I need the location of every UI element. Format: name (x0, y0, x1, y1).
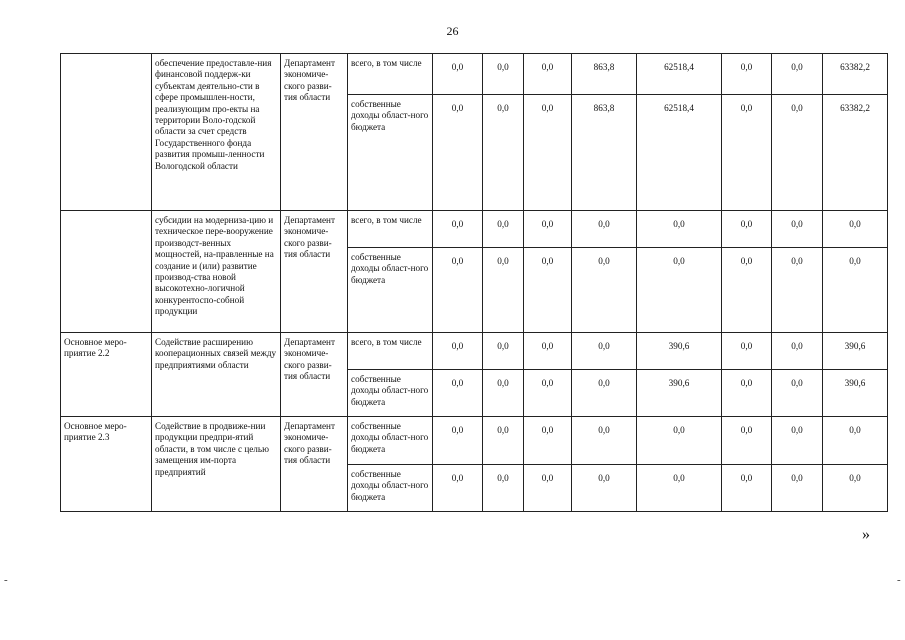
budget-table (60, 53, 888, 512)
right-margin-mark: - (897, 574, 901, 586)
value-cell: 0,0 (483, 465, 524, 512)
value-cell: 0,0 (572, 465, 637, 512)
value-cell: 863,8 (572, 54, 637, 95)
value-cell: 0,0 (722, 465, 772, 512)
value-cell: 0,0 (433, 370, 483, 417)
value-cell: 0,0 (433, 54, 483, 95)
value-cell: 0,0 (524, 465, 572, 512)
value-cell: 390,6 (637, 370, 722, 417)
total-value-cell: 0,0 (823, 417, 888, 465)
value-cell: 0,0 (433, 248, 483, 333)
value-cell: 0,0 (572, 370, 637, 417)
funding-source-cell: собственные доходы област-ного бюджета (348, 465, 433, 512)
value-cell: 0,0 (433, 333, 483, 370)
value-cell: 0,0 (524, 95, 572, 211)
table-row (61, 54, 888, 95)
value-cell: 0,0 (524, 211, 572, 248)
value-cell: 0,0 (483, 370, 524, 417)
value-cell: 0,0 (722, 333, 772, 370)
measure-description-cell: Содействие расширению кооперационных связей между предприятиями области (152, 333, 281, 417)
value-cell: 863,8 (572, 95, 637, 211)
value-cell: 0,0 (524, 370, 572, 417)
value-cell: 0,0 (524, 417, 572, 465)
department-cell: Департамент экономиче-ского разви-тия области (281, 54, 348, 211)
funding-source-cell: собственные доходы област-ного бюджета (348, 95, 433, 211)
page-number: 26 (446, 24, 459, 38)
value-cell: 0,0 (433, 211, 483, 248)
value-cell: 0,0 (772, 211, 823, 248)
funding-source-cell: собственные доходы област-ного бюджета (348, 417, 433, 465)
value-cell: 0,0 (637, 248, 722, 333)
funding-source-cell: всего, в том числе (348, 211, 433, 248)
value-cell: 0,0 (637, 465, 722, 512)
measure-code-cell: Основное меро-приятие 2.2 (61, 333, 152, 417)
total-value-cell: 390,6 (823, 370, 888, 417)
value-cell: 0,0 (722, 248, 772, 333)
value-cell: 0,0 (637, 211, 722, 248)
measure-code-cell (61, 211, 152, 333)
total-value-cell: 0,0 (823, 248, 888, 333)
value-cell: 0,0 (483, 333, 524, 370)
measure-description-cell: обеспечение предоставле-ния финансовой поддерж-ки субъектам деятельно-сти в сфере промышлен-ности, реализующим про-екты на территории Воло-годской области за счет средств Государственного фонда развития промыш-ленности Вологодской области (152, 54, 281, 211)
value-cell: 0,0 (722, 95, 772, 211)
measure-description-cell: субсидии на модерниза-цию и техническое пере-вооружение производст-венных мощностей, на-правленные на создание и (или) развитие производ-ства новой высокотехно-логичной конкурентоспо-собной продукции (152, 211, 281, 333)
value-cell: 0,0 (722, 54, 772, 95)
value-cell: 0,0 (772, 465, 823, 512)
measure-code-cell: Основное меро-приятие 2.3 (61, 417, 152, 512)
closing-quote-mark: » (862, 526, 870, 543)
value-cell: 0,0 (572, 211, 637, 248)
value-cell: 0,0 (433, 417, 483, 465)
left-margin-mark: - (4, 574, 8, 586)
table-row (61, 333, 888, 370)
value-cell: 0,0 (722, 417, 772, 465)
funding-source-cell: всего, в том числе (348, 333, 433, 370)
measure-code-cell (61, 54, 152, 211)
value-cell: 0,0 (772, 54, 823, 95)
value-cell: 0,0 (772, 370, 823, 417)
value-cell: 0,0 (772, 248, 823, 333)
value-cell: 0,0 (433, 465, 483, 512)
value-cell: 0,0 (572, 417, 637, 465)
total-value-cell: 63382,2 (823, 95, 888, 211)
funding-source-cell: собственные доходы област-ного бюджета (348, 370, 433, 417)
value-cell: 0,0 (722, 211, 772, 248)
total-value-cell: 63382,2 (823, 54, 888, 95)
value-cell: 0,0 (772, 95, 823, 211)
value-cell: 390,6 (637, 333, 722, 370)
value-cell: 0,0 (772, 333, 823, 370)
table-row (61, 417, 888, 465)
table-row (61, 211, 888, 248)
funding-source-cell: собственные доходы област-ного бюджета (348, 248, 433, 333)
value-cell: 0,0 (483, 417, 524, 465)
value-cell: 0,0 (572, 248, 637, 333)
value-cell: 0,0 (637, 417, 722, 465)
value-cell: 0,0 (483, 54, 524, 95)
value-cell: 62518,4 (637, 54, 722, 95)
value-cell: 0,0 (524, 333, 572, 370)
value-cell: 0,0 (433, 95, 483, 211)
value-cell: 0,0 (483, 95, 524, 211)
value-cell: 62518,4 (637, 95, 722, 211)
value-cell: 0,0 (524, 54, 572, 95)
value-cell: 0,0 (483, 248, 524, 333)
department-cell: Департамент экономиче-ского разви-тия области (281, 333, 348, 417)
total-value-cell: 0,0 (823, 211, 888, 248)
value-cell: 0,0 (722, 370, 772, 417)
department-cell: Департамент экономиче-ского разви-тия области (281, 417, 348, 512)
value-cell: 0,0 (524, 248, 572, 333)
department-cell: Департамент экономиче-ского разви-тия области (281, 211, 348, 333)
value-cell: 0,0 (772, 417, 823, 465)
measure-description-cell: Содействие в продвиже-нии продукции предпри-ятий области, в том числе с целью замещения им-порта предприятий (152, 417, 281, 512)
total-value-cell: 0,0 (823, 465, 888, 512)
value-cell: 0,0 (483, 211, 524, 248)
funding-source-cell: всего, в том числе (348, 54, 433, 95)
value-cell: 0,0 (572, 333, 637, 370)
total-value-cell: 390,6 (823, 333, 888, 370)
